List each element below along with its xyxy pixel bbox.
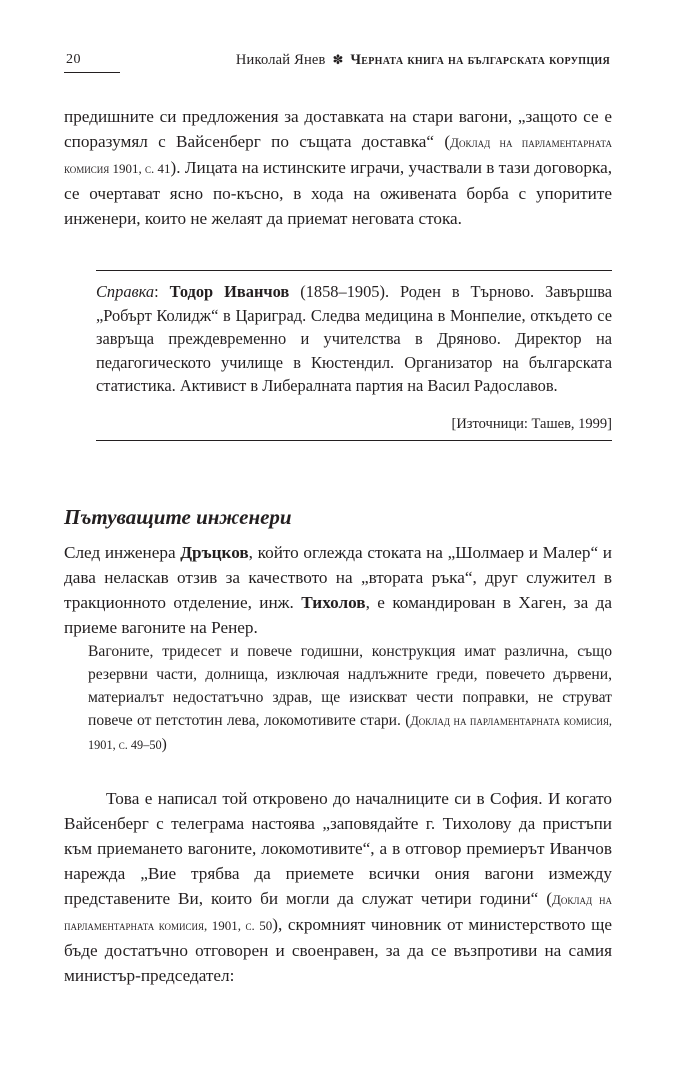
running-head-text	[236, 52, 610, 69]
flower-ornament-icon: ✽	[332, 52, 344, 67]
paragraph-text: , който оглежда стоката на „Шолмаер и Малер“ и дава неласкав отзив за качеството на „втората ръка“, друг служител в тракционното отделение, инж.	[64, 543, 612, 612]
paragraph-1	[64, 104, 612, 231]
paragraph-text: ), скромният чиновник от министерството ще бъде достатъчно отговорен и своенравен, за да се възпротиви на самия министър-председател:	[64, 915, 612, 985]
paragraph-text: Това е написал той откровено до началниците си в София. И когато Вайсенберг с телеграма настоява „заповядайте г. Тихолову да пристъпи към приемането вагоните, локомотивите“, а в отговор премиерът Иванчов нарежда „Вие трябва да приемете всички ония вагони измежду представените Ви, които би могли да служат четири години“ (	[64, 789, 612, 908]
paragraph-3	[64, 786, 612, 988]
reference-bottom-rule	[96, 440, 612, 441]
reference-name: Тодор Иванчов	[169, 282, 290, 301]
running-header	[64, 52, 610, 74]
citation: Доклад на парламентарната комисия, 1901, с. 50	[64, 892, 612, 933]
reference-colon: :	[154, 282, 170, 301]
reference-body: (1858–1905). Роден в Търново. Завършва „Робърт Колидж“ в Цариград. Следва медицина в Монпелие, откъдето се завръща преждевременно и учителства в Дряново. Директор на педагогическото училище в Кюстендил. Организатор на българската статистика. Активист в Либералната партия на Васил Радославов.	[96, 282, 613, 395]
page-number: 20	[66, 52, 81, 67]
quote-text: )	[161, 736, 167, 753]
reference-source: [Източници: Ташев, 1999]	[451, 416, 612, 432]
paragraph-2	[64, 540, 612, 640]
citation: Доклад на парламентарната комисия 1901, с. 41	[64, 135, 612, 176]
bold-name: Тихолов	[301, 593, 366, 612]
paragraph-text: предишните си предложения за доставката на стари вагони, „защото се е споразумял с Вайсенберг по същата доставка“ (	[64, 107, 612, 151]
citation: Доклад на парламентарната комисия, 1901, с. 49–50	[88, 714, 612, 752]
paragraph-text: След инженера	[64, 543, 181, 562]
bold-name: Дръцков	[180, 543, 249, 562]
book-title: Черната книга на българската корупция	[350, 52, 610, 68]
section-title: Пътуващите инженери	[64, 505, 292, 529]
reference-label: Справка	[96, 282, 155, 301]
paragraph-text: ). Лицата на истинските играчи, участвали в тази договорка, се очертават ясно по-късно, в хода на оживената борба с упоритите инженери, които не желаят да приемат неговата стока.	[64, 158, 612, 228]
author-name: Николай Янев	[235, 52, 326, 68]
reference-top-rule	[96, 270, 612, 271]
quote-text: Вагоните, тридесет и повече годишни, конструкция имат различна, също резервни части, долнища, изключая надлъжните греди, повечето дървени, материалът недостатъчно здрав, ще изискват чести поправки, не струват повече от петстотин лева, локомотивите стари. (	[88, 643, 612, 729]
reference-text	[96, 280, 612, 398]
page-number-rule	[64, 72, 120, 73]
paragraph-text: , е командирован в Хаген, за да приеме вагоните на Ренер.	[64, 593, 612, 637]
block-quote	[88, 640, 612, 757]
